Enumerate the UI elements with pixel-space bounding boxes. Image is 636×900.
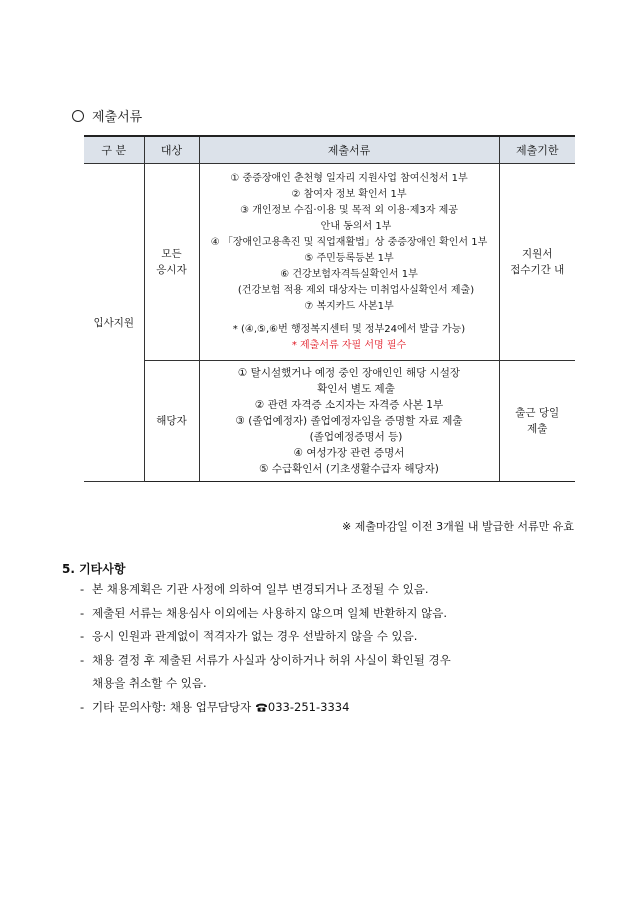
deadline-cell-all <box>499 164 575 361</box>
document-item: ③ (졸업예정자) 졸업예정자임을 증명할 자료 제출 <box>235 415 463 427</box>
document-item: ⑤ 수급확인서 (기초생활수급자 해당자) <box>259 463 439 475</box>
document-item: ⑤ 주민등록등본 1부 <box>304 253 394 264</box>
document-item: ① 탈시설했거나 예정 중인 장애인인 해당 시설장 <box>237 367 461 379</box>
document-item: 확인서 별도 제출 <box>317 383 395 395</box>
deadline-line: 지원서 <box>522 248 553 260</box>
list-item: - 응시 인원과 관계없이 적격자가 없는 경우 선발하지 않을 수 있음. <box>80 629 418 644</box>
target-line: 응시자 <box>156 264 187 276</box>
documents-cell-applicable <box>199 361 499 482</box>
section-title: 제출서류 <box>92 110 143 125</box>
document-item: ① 중증장애인 춘천형 일자리 지원사업 참여신청서 1부 <box>230 173 468 184</box>
target-cell-applicable: 해당자 <box>144 361 199 482</box>
table-row <box>84 361 575 482</box>
signature-required-note: * 제출서류 자필 서명 필수 <box>291 340 407 351</box>
documents-table <box>84 135 575 482</box>
document-item: ④ 「장애인고용촉진 및 직업재활법」상 중증장애인 확인서 1부 <box>210 237 488 248</box>
header-documents: 제출서류 <box>199 136 499 164</box>
table-row <box>84 164 575 361</box>
list-item-text: 제출된 서류는 채용심사 이외에는 사용하지 않으며 일체 반환하지 않음. <box>92 605 448 620</box>
document-item: ④ 여성가장 관련 증명서 <box>293 447 405 459</box>
document-item: ② 관련 자격증 소지자는 자격증 사본 1부 <box>254 399 444 411</box>
document-item: (건강보험 적용 제외 대상자는 미취업사실확인서 제출) <box>237 285 475 296</box>
header-deadline: 제출기한 <box>499 136 575 164</box>
phone-number: 033-251-3334 <box>267 699 350 714</box>
issuance-note: * (④,⑤,⑥번 행정복지센터 및 정부24에서 발급 가능) <box>232 324 466 335</box>
list-item: - 제출된 서류는 채용심사 이외에는 사용하지 않으며 일체 반환하지 않음. <box>80 605 448 620</box>
documents-cell-all <box>199 164 499 361</box>
document-item: 안내 동의서 1부 <box>320 221 392 232</box>
list-item-text: 응시 인원과 관계없이 적격자가 없는 경우 선발하지 않을 수 있음. <box>92 629 418 644</box>
deadline-line: 출근 당일 <box>515 407 560 419</box>
target-line: 모든 <box>161 248 182 260</box>
list-item: - 기타 문의사항: 채용 업무담당자 033-251-3334 <box>80 699 350 714</box>
document-item: ③ 개인정보 수집·이용 및 목적 외 이용·제3자 제공 <box>240 205 458 216</box>
telephone-icon <box>255 703 268 712</box>
deadline-line: 제출 <box>527 423 548 435</box>
document-item: ② 참여자 정보 확인서 1부 <box>291 189 407 200</box>
list-item: - 채용 결정 후 제출된 서류가 사실과 상이하거나 허위 사실이 확인될 경우 <box>80 652 451 667</box>
section-heading <box>72 106 142 125</box>
list-item-text: 채용 결정 후 제출된 서류가 사실과 상이하거나 허위 사실이 확인될 경우 <box>92 652 451 667</box>
list-item-text: 본 채용계획은 기관 사정에 의하여 일부 변경되거나 조정될 수 있음. <box>92 582 429 596</box>
table-footnote: ※ 제출마감일 이전 3개월 내 발급한 서류만 유효 <box>342 520 574 533</box>
document-item: (졸업예정증명서 등) <box>309 431 403 443</box>
category-cell: 입사지원 <box>84 164 144 482</box>
table-header-row <box>84 136 575 164</box>
contact-label: 기타 문의사항: 채용 업무담당자 <box>92 699 252 714</box>
circle-bullet-icon <box>72 110 84 122</box>
list-item-continuation: 채용을 취소할 수 있음. <box>92 676 207 691</box>
document-item: ⑦ 복지카드 사본1부 <box>304 301 394 312</box>
list-item: - 본 채용계획은 기관 사정에 의하여 일부 변경되거나 조정될 수 있음. <box>80 582 429 596</box>
deadline-line: 접수기간 내 <box>510 264 565 276</box>
header-category: 구 분 <box>84 136 144 164</box>
document-item: ⑥ 건강보험자격득실확인서 1부 <box>280 269 418 280</box>
etc-section-title: 5. 기타사항 <box>62 562 126 576</box>
deadline-cell-applicable <box>499 361 575 482</box>
etc-list <box>80 578 451 720</box>
header-target: 대상 <box>144 136 199 164</box>
target-cell-all <box>144 164 199 361</box>
